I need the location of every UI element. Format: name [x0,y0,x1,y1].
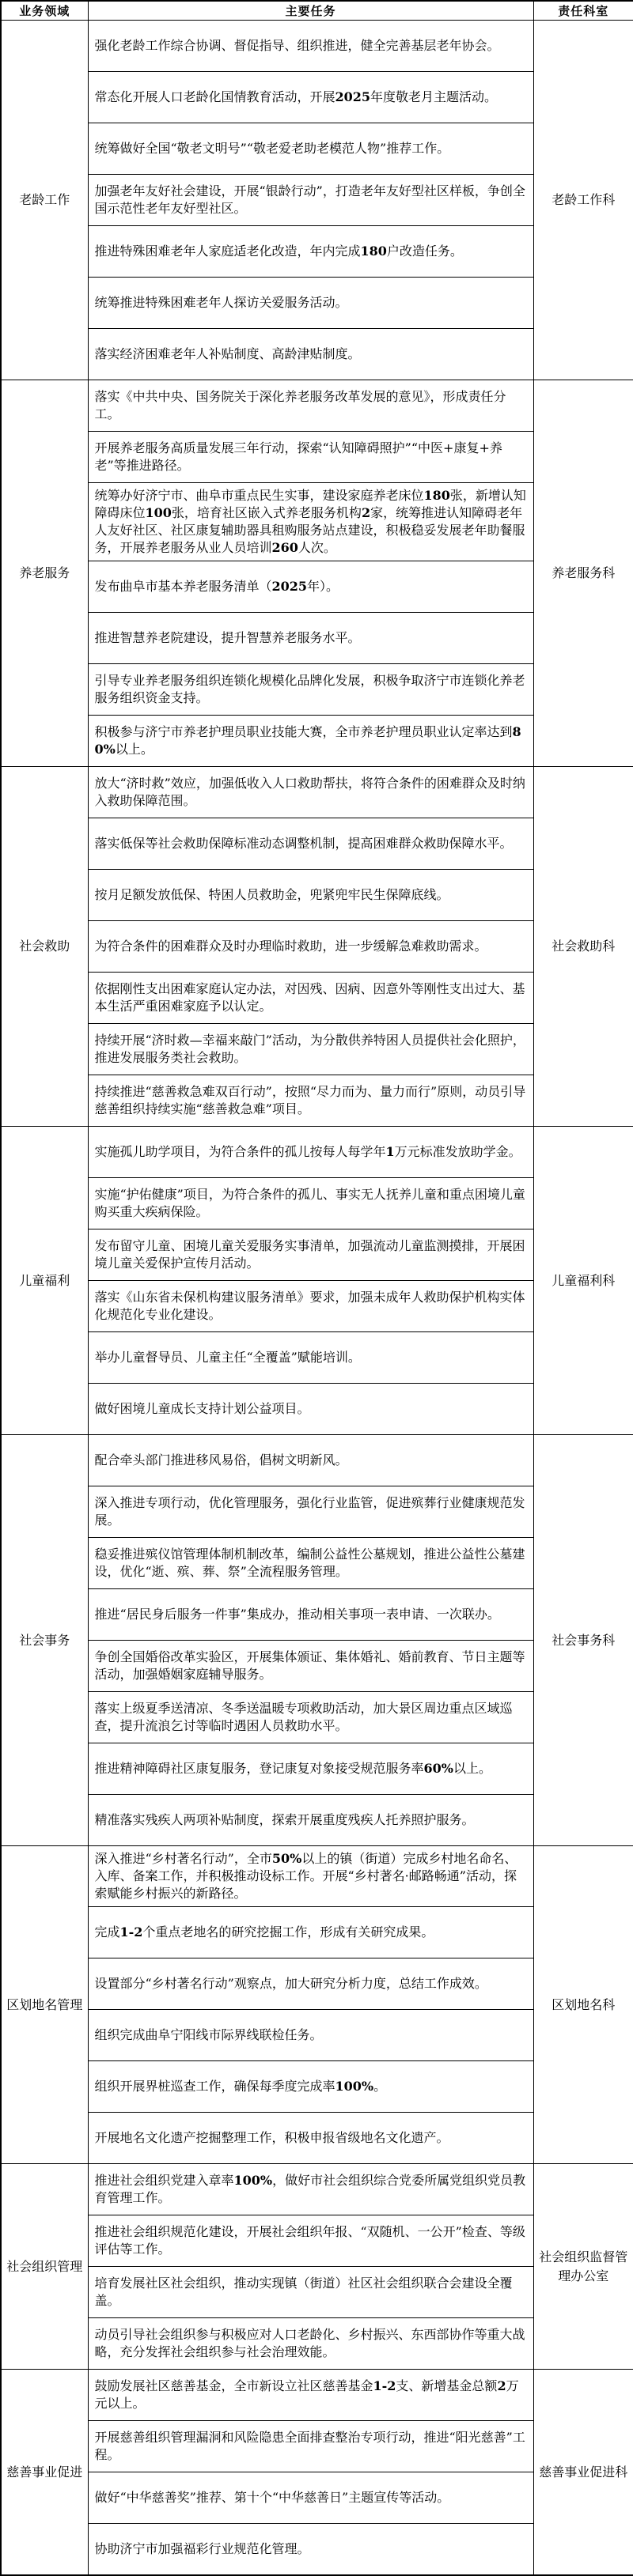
business-area-cell: 养老服务 [1,380,88,767]
task-cell: 做好“中华慈善奖”推荐、第十个“中华慈善日”主题宣传等活动。 [88,2472,533,2524]
task-cell: 实施孤儿助学项目，为符合条件的孤儿按每人每学年1万元标准发放助学金。 [88,1127,533,1178]
header-main-tasks: 主要任务 [88,1,533,21]
task-cell: 做好困境儿童成长支持计划公益项目。 [88,1384,533,1435]
task-cell: 深入推进“乡村著名行动”，全市50%以上的镇（街道）完成乡村地名命名、入库、备案工作，并积极推动设标工作。开展“乡村著名·邮路畅通”活动，探索赋能乡村振兴的新路径。 [88,1846,533,1907]
task-cell: 完成1-2个重点老地名的研究挖掘工作，形成有关研究成果。 [88,1907,533,1958]
task-cell: 深入推进专项行动，优化管理服务，强化行业监管，促进殡葬行业健康规范发展。 [88,1486,533,1538]
task-cell: 鼓励发展社区慈善基金，全市新设立社区慈善基金1-2支、新增基金总额2万元以上。 [88,2370,533,2421]
task-cell: 配合牵头部门推进移风易俗，倡树文明新风。 [88,1435,533,1486]
task-cell: 落实低保等社会救助保障标准动态调整机制，提高困难群众救助保障水平。 [88,818,533,870]
task-cell: 培育发展社区社会组织，推动实现镇（街道）社区社会组织联合会建设全覆盖。 [88,2267,533,2318]
responsible-dept-cell: 慈善事业促进科 [533,2370,633,2576]
task-cell: 发布曲阜市基本养老服务清单（2025年）。 [88,561,533,613]
task-cell: 推进社会组织党建入章率100%，做好市社会组织综合党委所属党组织党员教育管理工作。 [88,2164,533,2215]
responsible-dept-cell: 社会救助科 [533,767,633,1127]
business-area-cell: 儿童福利 [1,1127,88,1435]
task-cell: 统筹推进特殊困难老年人探访关爱服务活动。 [88,278,533,329]
task-cell: 积极参与济宁市养老护理员职业技能大赛，全市养老护理员职业认定率达到80%以上。 [88,716,533,767]
business-area-cell: 老龄工作 [1,21,88,380]
responsible-dept-cell: 社会组织监督管理办公室 [533,2164,633,2370]
task-cell: 统筹办好济宁市、曲阜市重点民生实事，建设家庭养老床位180张，新增认知障碍床位100张，培育社区嵌入式养老服务机构2家，统筹推进认知障碍老年人友好社区、社区康复辅助器具租购服务站点建设，积极稳妥发展老年助餐服务，开展养老服务从业人员培训260人次。 [88,483,533,561]
table-body [1,21,633,2576]
business-area-cell: 社会救助 [1,767,88,1127]
task-cell: 推进特殊困难老年人家庭适老化改造，年内完成180户改造任务。 [88,226,533,278]
task-cell: 开展慈善组织管理漏洞和风险隐患全面排查整治专项行动，推进“阳光慈善”工程。 [88,2421,533,2472]
table-row [1,21,633,72]
task-cell: 持续开展“济时救—幸福来敲门”活动，为分散供养特困人员提供社会化照护，推进发展服务类社会救助。 [88,1024,533,1075]
table-row [1,767,633,818]
business-area-cell: 社会组织管理 [1,2164,88,2370]
header-business-area: 业务领域 [1,1,88,21]
table-row [1,2164,633,2215]
task-cell: 争创全国婚俗改革实验区，开展集体颁证、集体婚礼、婚前教育、节日主题等活动，加强婚姻家庭辅导服务。 [88,1641,533,1692]
task-cell: 按月足额发放低保、特困人员救助金，兜紧兜牢民生保障底线。 [88,870,533,921]
task-cell: 落实上级夏季送清凉、冬季送温暖专项救助活动，加大景区周边重点区域巡查，提升流浪乞讨等临时遇困人员救助水平。 [88,1692,533,1743]
task-cell: 落实经济困难老年人补贴制度、高龄津贴制度。 [88,329,533,380]
responsible-dept-cell: 养老服务科 [533,380,633,767]
task-cell: 动员引导社会组织参与积极应对人口老龄化、乡村振兴、东西部协作等重大战略，充分发挥社会组织参与社会治理效能。 [88,2318,533,2370]
table-row [1,1846,633,1907]
business-area-cell: 区划地名管理 [1,1846,88,2164]
task-cell: 组织开展界桩巡查工作，确保每季度完成率100%。 [88,2061,533,2113]
business-area-cell: 社会事务 [1,1435,88,1846]
task-cell: 开展地名文化遗产挖掘整理工作，积极申报省级地名文化遗产。 [88,2113,533,2164]
task-cell: 组织完成曲阜宁阳线市际界线联检任务。 [88,2010,533,2061]
task-cell: 放大“济时救”效应，加强低收入人口救助帮扶，将符合条件的困难群众及时纳入救助保障范围。 [88,767,533,818]
task-cell: 推进社会组织规范化建设，开展社会组织年报、“双随机、一公开”检查、等级评估等工作。 [88,2215,533,2267]
task-cell: 设置部分“乡村著名行动”观察点，加大研究分析力度，总结工作成效。 [88,1958,533,2010]
task-cell: 举办儿童督导员、儿童主任“全覆盖”赋能培训。 [88,1332,533,1384]
task-cell: 强化老龄工作综合协调、督促指导、组织推进，健全完善基层老年协会。 [88,21,533,72]
task-cell: 常态化开展人口老龄化国情教育活动，开展2025年度敬老月主题活动。 [88,72,533,123]
task-cell: 推进精神障碍社区康复服务，登记康复对象接受规范服务率60%以上。 [88,1743,533,1795]
task-cell: 协助济宁市加强福彩行业规范化管理。 [88,2524,533,2576]
table-row [1,1127,633,1178]
business-area-cell: 慈善事业促进 [1,2370,88,2576]
responsible-dept-cell: 儿童福利科 [533,1127,633,1435]
task-cell: 依据刚性支出困难家庭认定办法，对因残、因病、因意外等刚性支出过大、基本生活严重困难家庭予以认定。 [88,973,533,1024]
task-cell: 统筹做好全国“敬老文明号”“敬老爱老助老模范人物”推荐工作。 [88,123,533,175]
task-cell: 开展养老服务高质量发展三年行动，探索“认知障碍照护”“中医+康复+养老”等推进路径。 [88,432,533,483]
responsible-dept-cell: 老龄工作科 [533,21,633,380]
task-cell: 发布留守儿童、困境儿童关爱服务实事清单，加强流动儿童监测摸排，开展困境儿童关爱保护宣传月活动。 [88,1229,533,1281]
responsible-dept-cell: 社会事务科 [533,1435,633,1846]
task-cell: 持续推进“慈善救急难双百行动”，按照“尽力而为、量力而行”原则，动员引导慈善组织持续实施“慈善救急难”项目。 [88,1075,533,1127]
task-cell: 推进“居民身后服务一件事”集成办，推动相关事项一表申请、一次联办。 [88,1589,533,1641]
task-cell: 加强老年友好社会建设，开展“银龄行动”，打造老年友好型社区样板，争创全国示范性老年友好型社区。 [88,175,533,226]
table-row [1,380,633,432]
task-cell: 落实《中共中央、国务院关于深化养老服务改革发展的意见》，形成责任分工。 [88,380,533,432]
task-cell: 为符合条件的困难群众及时办理临时救助，进一步缓解急难救助需求。 [88,921,533,973]
task-cell: 推进智慧养老院建设，提升智慧养老服务水平。 [88,613,533,664]
table-row [1,2370,633,2421]
task-cell: 精准落实残疾人两项补贴制度，探索开展重度残疾人托养照护服务。 [88,1795,533,1846]
responsible-dept-cell: 区划地名科 [533,1846,633,2164]
task-cell: 落实《山东省未保机构建议服务清单》要求，加强未成年人救助保护机构实体化规范化专业化建设。 [88,1281,533,1332]
header-responsible-dept: 责任科室 [533,1,633,21]
task-cell: 稳妥推进殡仪馆管理体制机制改革，编制公益性公墓规划，推进公益性公墓建设，优化“逝、殡、葬、祭”全流程服务管理。 [88,1538,533,1589]
header-row [1,1,633,21]
table-row [1,1435,633,1486]
task-cell: 实施“护佑健康”项目，为符合条件的孤儿、事实无人抚养儿童和重点困境儿童购买重大疾病保险。 [88,1178,533,1229]
task-cell: 引导专业养老服务组织连锁化规模化品牌化发展，积极争取济宁市连锁化养老服务组织资金支持。 [88,664,533,716]
